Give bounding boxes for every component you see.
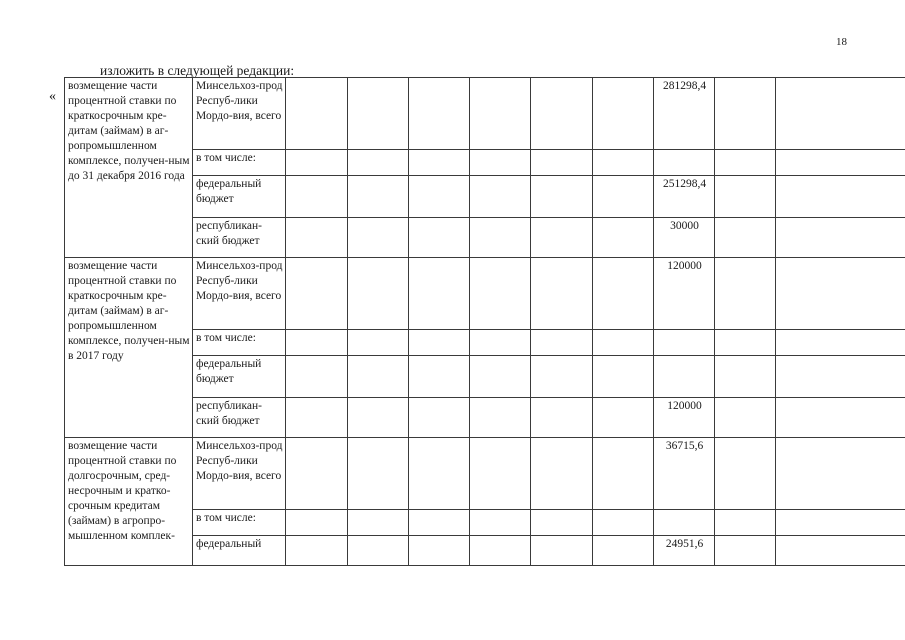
empty-cell [776,218,905,258]
empty-cell [470,150,531,176]
funding-source-cell: Минсельхоз-прод Респуб-лики Мордо-вия, всего [193,438,286,510]
empty-cell [286,438,348,510]
empty-cell [531,536,593,566]
empty-cell [470,356,531,398]
empty-cell [593,258,654,330]
amount-cell: 36715,6 [654,438,715,510]
funding-source-cell: в том числе: [193,330,286,356]
page-number: 18 [836,36,847,48]
empty-cell [776,510,905,536]
table-row [65,258,905,330]
empty-cell [286,356,348,398]
empty-cell [348,150,409,176]
table-row [65,438,905,510]
empty-cell [470,510,531,536]
empty-cell [593,176,654,218]
empty-cell [715,510,776,536]
empty-cell [286,176,348,218]
empty-cell [776,438,905,510]
amount-cell: 120000 [654,258,715,330]
empty-cell [715,330,776,356]
funding-source-cell: федеральный бюджет [193,176,286,218]
amount-cell: 120000 [654,398,715,438]
empty-cell [470,536,531,566]
empty-cell [715,150,776,176]
empty-cell [348,510,409,536]
funding-source-cell: республикан-ский бюджет [193,398,286,438]
funding-source-cell: федеральный [193,536,286,566]
amount-cell [654,356,715,398]
empty-cell [286,78,348,150]
empty-cell [409,438,470,510]
empty-cell [348,356,409,398]
empty-cell [409,150,470,176]
empty-cell [348,78,409,150]
empty-cell [776,398,905,438]
empty-cell [776,536,905,566]
empty-cell [470,438,531,510]
empty-cell [715,438,776,510]
amount-cell: 30000 [654,218,715,258]
empty-cell [531,218,593,258]
amount-cell [654,330,715,356]
empty-cell [348,258,409,330]
empty-cell [531,330,593,356]
empty-cell [776,176,905,218]
empty-cell [593,510,654,536]
empty-cell [531,510,593,536]
empty-cell [348,330,409,356]
empty-cell [593,398,654,438]
empty-cell [531,438,593,510]
table-row [65,78,905,150]
empty-cell [776,78,905,150]
empty-cell [531,78,593,150]
empty-cell [715,78,776,150]
empty-cell [286,330,348,356]
empty-cell [593,218,654,258]
empty-cell [531,150,593,176]
empty-cell [348,438,409,510]
empty-cell [593,356,654,398]
empty-cell [286,150,348,176]
empty-cell [593,150,654,176]
empty-cell [348,536,409,566]
empty-cell [286,258,348,330]
empty-cell [593,78,654,150]
empty-cell [286,510,348,536]
empty-cell [715,176,776,218]
empty-cell [409,176,470,218]
empty-cell [715,536,776,566]
empty-cell [470,258,531,330]
empty-cell [286,536,348,566]
amount-cell [654,510,715,536]
empty-cell [470,398,531,438]
empty-cell [409,330,470,356]
empty-cell [715,258,776,330]
empty-cell [776,150,905,176]
amount-cell [654,150,715,176]
empty-cell [409,510,470,536]
empty-cell [776,258,905,330]
empty-cell [470,176,531,218]
amount-cell: 251298,4 [654,176,715,218]
empty-cell [593,536,654,566]
budget-table [64,77,905,566]
empty-cell [593,330,654,356]
empty-cell [593,438,654,510]
empty-cell [776,330,905,356]
empty-cell [409,258,470,330]
empty-cell [409,398,470,438]
empty-cell [286,218,348,258]
empty-cell [348,176,409,218]
empty-cell [715,398,776,438]
empty-cell [715,218,776,258]
funding-source-cell: в том числе: [193,150,286,176]
empty-cell [348,218,409,258]
empty-cell [348,398,409,438]
empty-cell [715,356,776,398]
empty-cell [409,536,470,566]
empty-cell [531,356,593,398]
funding-source-cell: Минсельхоз-прод Респуб-лики Мордо-вия, всего [193,258,286,330]
empty-cell [470,78,531,150]
empty-cell [531,398,593,438]
funding-source-cell: в том числе: [193,510,286,536]
opening-quote-mark: « [49,89,56,104]
funding-source-cell: федеральный бюджет [193,356,286,398]
empty-cell [409,218,470,258]
empty-cell [470,330,531,356]
measure-description-cell: возмещение части процентной ставки по краткосрочным кре-дитам (займам) в аг-ропромышленном комплексе, получен-ным в 2017 году [65,258,193,438]
funding-source-cell: Минсельхоз-прод Респуб-лики Мордо-вия, всего [193,78,286,150]
funding-source-cell: республикан-ский бюджет [193,218,286,258]
empty-cell [286,398,348,438]
measure-description-cell: возмещение части процентной ставки по краткосрочным кре-дитам (займам) в аг-ропромышленном комплексе, получен-ным до 31 декабря 2016 года [65,78,193,258]
empty-cell [531,258,593,330]
empty-cell [470,218,531,258]
empty-cell [776,356,905,398]
empty-cell [409,356,470,398]
amount-cell: 24951,6 [654,536,715,566]
measure-description-cell: возмещение части процентной ставки по долгосрочным, сред-несрочным и кратко-срочным кредитам (займам) в агропро-мышленном комплек- [65,438,193,566]
empty-cell [409,78,470,150]
intro-text: изложить в следующей редакции: [100,63,295,78]
empty-cell [531,176,593,218]
amount-cell: 281298,4 [654,78,715,150]
